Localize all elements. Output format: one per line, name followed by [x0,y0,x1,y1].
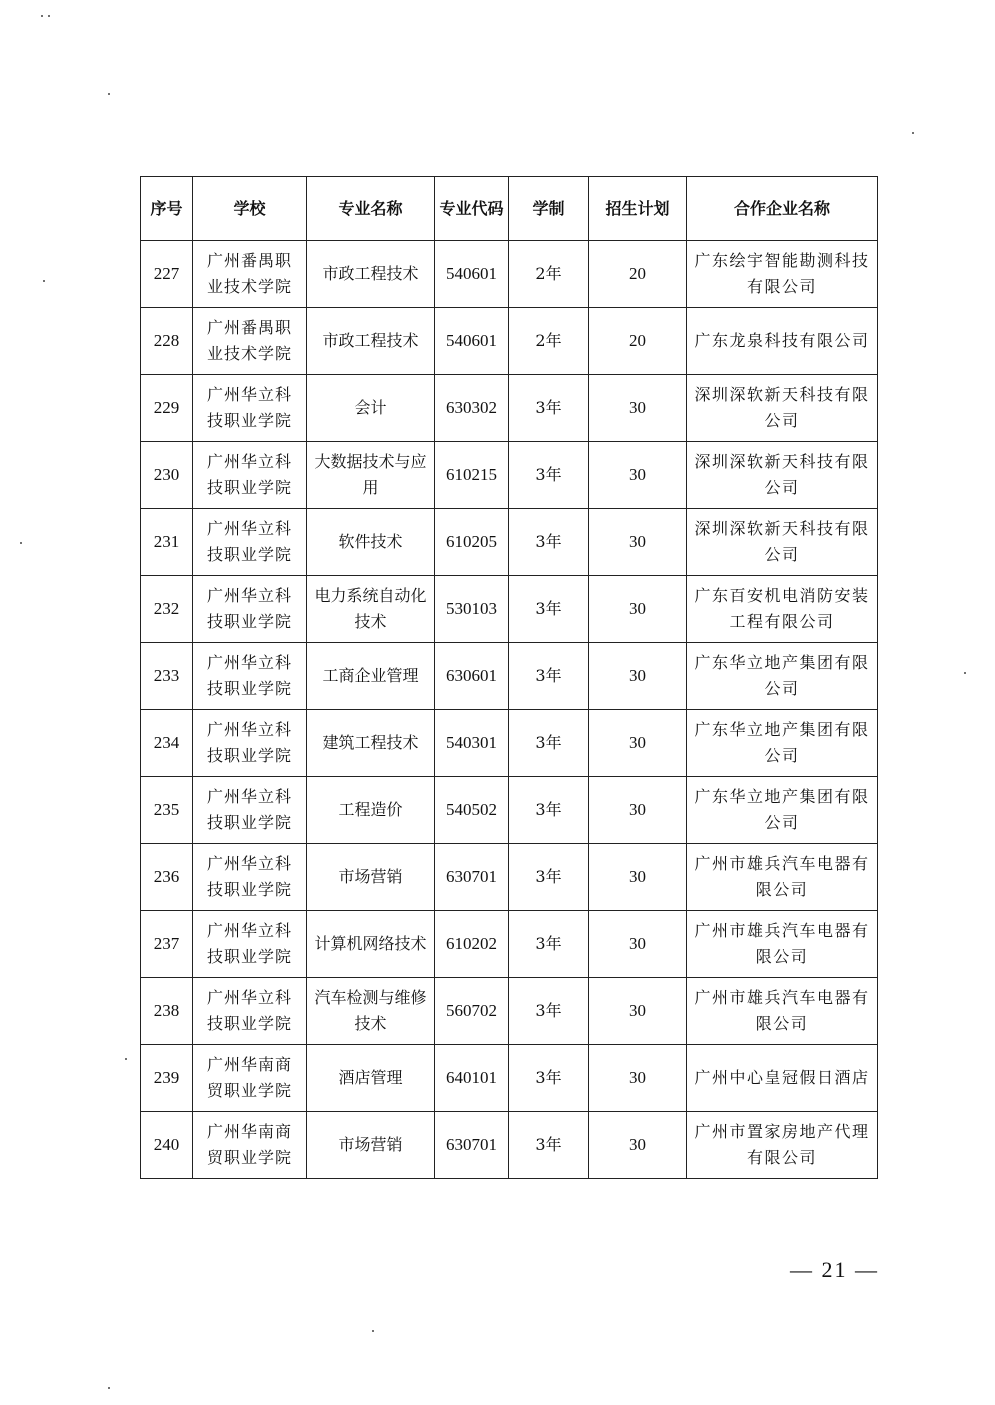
cell-school: 广州华立科技职业学院 [193,375,307,442]
scan-speck [125,1058,127,1060]
cell-serial: 233 [141,643,193,710]
cell-serial: 234 [141,710,193,777]
cell-school: 广州华南商贸职业学院 [193,1112,307,1179]
cell-serial: 232 [141,576,193,643]
cell-code: 630701 [435,1112,509,1179]
cell-duration: 2年 [509,241,589,308]
table-row [141,576,878,643]
cell-plan: 30 [589,375,687,442]
cell-duration: 3年 [509,777,589,844]
cell-major: 工程造价 [307,777,435,844]
cell-code: 630701 [435,844,509,911]
scan-speck [43,280,45,282]
cell-serial: 239 [141,1045,193,1112]
header-col-school: 学校 [193,177,307,241]
cell-duration: 3年 [509,643,589,710]
page-number: — 21 — [790,1257,879,1282]
cell-school: 广州番禺职业技术学院 [193,241,307,308]
cell-serial: 228 [141,308,193,375]
cell-school: 广州华立科技职业学院 [193,911,307,978]
cell-school: 广州华立科技职业学院 [193,643,307,710]
header-col-serial: 序号 [141,177,193,241]
header-col-company: 合作企业名称 [687,177,878,241]
cell-plan: 30 [589,844,687,911]
cell-company: 广东龙泉科技有限公司 [687,308,878,375]
cell-company: 广东华立地产集团有限公司 [687,777,878,844]
table-row [141,911,878,978]
header-col-code: 专业代码 [435,177,509,241]
cell-major: 酒店管理 [307,1045,435,1112]
cell-company: 深圳深软新天科技有限公司 [687,442,878,509]
cell-code: 540601 [435,308,509,375]
cell-serial: 236 [141,844,193,911]
scan-speck [912,132,914,134]
cell-plan: 20 [589,308,687,375]
table-row [141,777,878,844]
cell-major: 汽车检测与维修技术 [307,978,435,1045]
scan-speck [108,1387,110,1389]
cell-code: 640101 [435,1045,509,1112]
cell-school: 广州华南商贸职业学院 [193,1045,307,1112]
cell-plan: 30 [589,978,687,1045]
enrollment-table [140,176,878,1179]
cell-company: 广东百安机电消防安装工程有限公司 [687,576,878,643]
cell-serial: 238 [141,978,193,1045]
cell-serial: 227 [141,241,193,308]
cell-serial: 229 [141,375,193,442]
cell-duration: 3年 [509,710,589,777]
cell-school: 广州华立科技职业学院 [193,710,307,777]
cell-serial: 235 [141,777,193,844]
scan-speck [372,1330,374,1332]
cell-company: 广州市雄兵汽车电器有限公司 [687,911,878,978]
cell-major: 市政工程技术 [307,308,435,375]
table-row [141,844,878,911]
cell-school: 广州华立科技职业学院 [193,844,307,911]
cell-duration: 3年 [509,844,589,911]
cell-duration: 3年 [509,576,589,643]
cell-duration: 3年 [509,1112,589,1179]
table-row [141,1045,878,1112]
cell-code: 610205 [435,509,509,576]
cell-code: 540502 [435,777,509,844]
cell-code: 560702 [435,978,509,1045]
scan-speck [20,542,22,544]
cell-code: 630601 [435,643,509,710]
header-col-major: 专业名称 [307,177,435,241]
cell-company: 广东华立地产集团有限公司 [687,710,878,777]
cell-major: 建筑工程技术 [307,710,435,777]
cell-plan: 30 [589,777,687,844]
cell-company: 广东绘宇智能勘测科技有限公司 [687,241,878,308]
cell-major: 市场营销 [307,1112,435,1179]
cell-company: 深圳深软新天科技有限公司 [687,375,878,442]
cell-duration: 3年 [509,442,589,509]
cell-company: 广州市雄兵汽车电器有限公司 [687,844,878,911]
table-row [141,442,878,509]
cell-school: 广州华立科技职业学院 [193,978,307,1045]
cell-major: 大数据技术与应用 [307,442,435,509]
cell-major: 市政工程技术 [307,241,435,308]
table-body [141,241,878,1179]
cell-serial: 231 [141,509,193,576]
cell-serial: 240 [141,1112,193,1179]
cell-duration: 2年 [509,308,589,375]
cell-plan: 30 [589,442,687,509]
scan-speck [964,672,966,674]
cell-major: 计算机网络技术 [307,911,435,978]
table-row [141,1112,878,1179]
cell-major: 会计 [307,375,435,442]
cell-school: 广州华立科技职业学院 [193,777,307,844]
table-row [141,978,878,1045]
cell-duration: 3年 [509,911,589,978]
cell-duration: 3年 [509,978,589,1045]
cell-code: 630302 [435,375,509,442]
cell-major: 市场营销 [307,844,435,911]
cell-code: 610202 [435,911,509,978]
cell-plan: 30 [589,1112,687,1179]
cell-company: 广州市雄兵汽车电器有限公司 [687,978,878,1045]
cell-major: 工商企业管理 [307,643,435,710]
cell-serial: 237 [141,911,193,978]
cell-duration: 3年 [509,1045,589,1112]
cell-plan: 30 [589,643,687,710]
cell-school: 广州华立科技职业学院 [193,442,307,509]
cell-school: 广州番禺职业技术学院 [193,308,307,375]
scan-speck [108,93,110,95]
cell-school: 广州华立科技职业学院 [193,576,307,643]
scan-speck [41,15,43,17]
cell-school: 广州华立科技职业学院 [193,509,307,576]
table-row [141,710,878,777]
cell-plan: 30 [589,576,687,643]
cell-plan: 30 [589,509,687,576]
cell-major: 电力系统自动化技术 [307,576,435,643]
cell-code: 540601 [435,241,509,308]
cell-duration: 3年 [509,375,589,442]
cell-serial: 230 [141,442,193,509]
cell-company: 深圳深软新天科技有限公司 [687,509,878,576]
table-row [141,241,878,308]
scan-speck [48,15,50,17]
cell-plan: 30 [589,1045,687,1112]
header-col-plan: 招生计划 [589,177,687,241]
cell-company: 广州市置家房地产代理有限公司 [687,1112,878,1179]
cell-company: 广州中心皇冠假日酒店 [687,1045,878,1112]
cell-plan: 30 [589,710,687,777]
header-row [141,177,878,241]
cell-plan: 30 [589,911,687,978]
cell-major: 软件技术 [307,509,435,576]
cell-code: 540301 [435,710,509,777]
header-col-duration: 学制 [509,177,589,241]
table-header [141,177,878,241]
table-row [141,509,878,576]
cell-plan: 20 [589,241,687,308]
table-row [141,375,878,442]
cell-company: 广东华立地产集团有限公司 [687,643,878,710]
cell-duration: 3年 [509,509,589,576]
table-row [141,643,878,710]
cell-code: 610215 [435,442,509,509]
cell-code: 530103 [435,576,509,643]
table-row [141,308,878,375]
